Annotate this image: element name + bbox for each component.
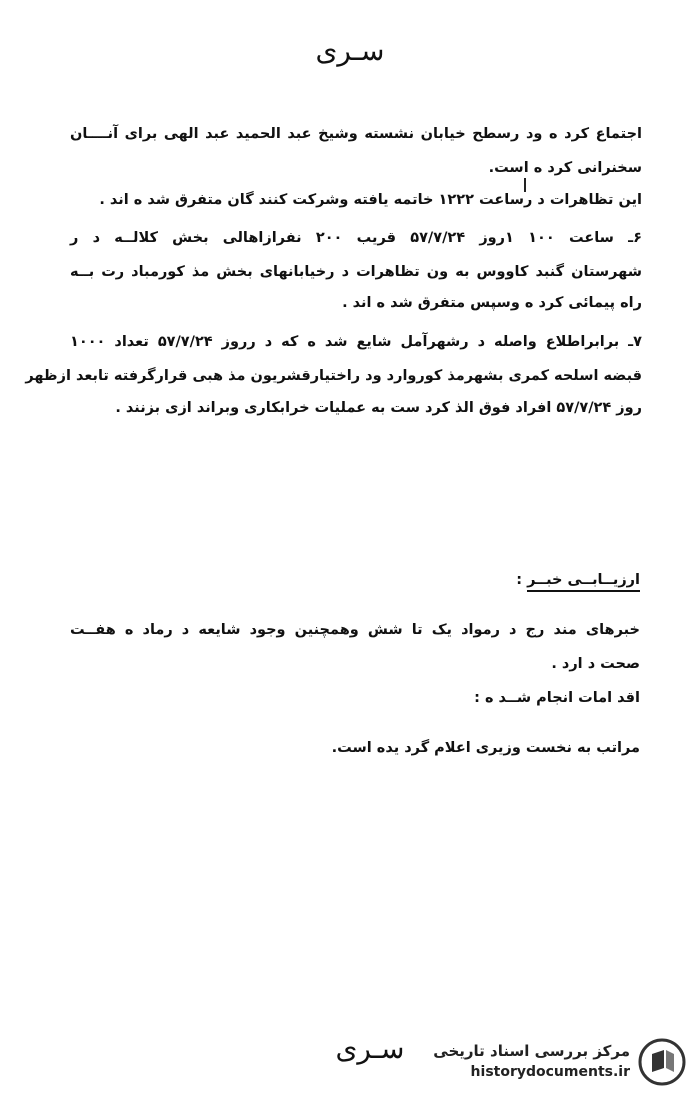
actions-title: اقد امات انجام شــد ه (484, 690, 640, 706)
actions-heading (474, 690, 640, 706)
item-7-line: روز ۵۷/۷/۲۴ افراد فوق الذ کرد ست به عملیات خرابکاری وبراند ازی بزنند . (115, 400, 642, 416)
item-6-line: شهرستان گنبد کاووس به ون تظاهرات د رخیابانهای بخش مذ کورمباد رت بــه (70, 264, 642, 280)
item-6-line: راه پیمائی کرد ه وسپس متفرق شد ه اند . (342, 295, 642, 311)
evaluation-line: صحت د ارد . (551, 656, 640, 672)
evaluation-line: خبرهای مند رج د رمواد یک تا شش وهمچنین وجود شایعه د رماد ه هفــت (70, 622, 640, 638)
paragraph-line: این تظاهرات د رساعت ۱۲۲۲ خاتمه یافته وشرکت کنند گان متفرق شد ه اند . (99, 192, 642, 208)
archive-logo-icon (638, 1038, 686, 1086)
item-6-line: ۶ـ ساعت ۱۰۰ ۱روز ۵۷/۷/۲۴ قریب ۲۰۰ نفرازاهالی بخش کلالــه د ر (70, 230, 642, 246)
classification-footer: سـری (335, 1032, 405, 1065)
evaluation-heading (516, 572, 640, 588)
evaluation-colon: : (516, 572, 523, 588)
evaluation-title: ارزیــابــی خبــر (527, 572, 640, 592)
actions-colon: : (474, 690, 480, 706)
classification-header: سـری (315, 34, 385, 67)
actions-line: مراتب به نخست وزیری اعلام گرد یده است. (331, 740, 640, 756)
handwritten-mark (524, 178, 526, 192)
item-7-line: ۷ـ برابراطلاع واصله د رشهرآمل شایع شد ه که د رروز ۵۷/۷/۲۴ تعداد ۱۰۰۰ (70, 334, 643, 350)
watermark (390, 1038, 690, 1090)
watermark-name: مرکز بررسی اسناد تاریخی (433, 1042, 630, 1060)
watermark-url: historydocuments.ir (470, 1064, 630, 1080)
paragraph-line: سخنرانی کرد ه است. (488, 160, 642, 176)
paragraph-line: اجتماع کرد ه ود رسطح خیابان نشسته وشیخ عبد الحمید عبد الهی برای آنــــان (70, 126, 642, 142)
item-7-line: قبضه اسلحه کمری بشهرمذ کوروارد ود راختیارقشریون مذ هبی قرارگرفته تابعد ازظهر (25, 368, 642, 384)
